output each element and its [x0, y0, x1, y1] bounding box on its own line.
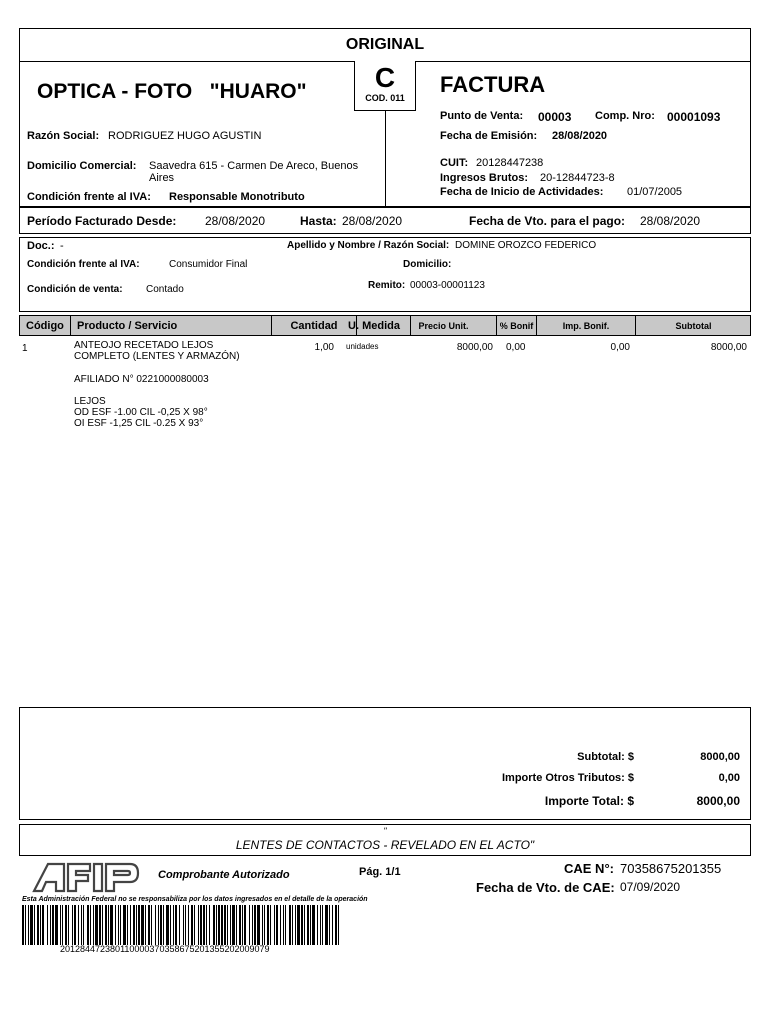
row-producto-line: LEJOS	[74, 396, 106, 407]
cae-label: CAE N°:	[564, 861, 614, 876]
totals-box	[19, 707, 751, 820]
col-bonif-pct: % Bonif	[497, 316, 537, 335]
periodo-desde-label: Período Facturado Desde:	[27, 214, 177, 228]
afip-disclaimer: Esta Administración Federal no se responsabiliza por los datos ingresados en el detalle de la operación	[22, 896, 368, 903]
col-producto: Producto / Servicio	[71, 316, 272, 335]
row-producto-line: OI ESF -1,25 CIL -0.25 X 93°	[74, 418, 204, 429]
subtotal-value: 8000,00	[700, 751, 740, 763]
vto-cae-value: 07/09/2020	[620, 880, 681, 894]
row-subtotal: 8000,00	[710, 342, 747, 353]
remito-label: Remito:	[368, 280, 406, 291]
otros-tributos-label: Importe Otros Tributos: $	[501, 772, 634, 784]
cond-venta-label: Condición de venta:	[27, 284, 123, 295]
document-type: FACTURA	[440, 72, 546, 97]
barcode	[22, 905, 340, 945]
domicilio-comercial-label: Domicilio Comercial:	[27, 160, 137, 172]
row-producto-line: AFILIADO N° 0221000080003	[74, 374, 209, 385]
cliente-domicilio-label: Domicilio:	[403, 259, 452, 270]
invoice-letter-box	[354, 61, 416, 111]
periodo-desde-value: 28/08/2020	[205, 214, 266, 228]
col-codigo: Código	[20, 316, 71, 335]
cuit-label: CUIT:	[440, 157, 469, 169]
cliente-cond-iva-label: Condición frente al IVA:	[27, 259, 140, 270]
invoice-letter: C	[374, 62, 396, 93]
row-bonif-pct: 0,00	[506, 342, 526, 353]
comp-nro-value: 00001093	[667, 110, 721, 124]
remito-value: 00003-00001123	[410, 280, 485, 291]
nombre-value: DOMINE OROZCO FEDERICO	[455, 240, 597, 251]
domicilio-comercial-line1: Saavedra 615 - Carmen De Areco, Buenos	[149, 160, 359, 172]
barcode-number: 20128447238011000037035867520135520200907​9	[60, 944, 270, 954]
items-table-header	[19, 315, 751, 336]
domicilio-comercial-line2: Aires	[149, 172, 175, 184]
fecha-emision-value: 28/08/2020	[552, 130, 608, 142]
cond-venta-value: Contado	[146, 284, 184, 295]
nombre-label: Apellido y Nombre / Razón Social:	[287, 240, 450, 251]
periodo-hasta-value: 28/08/2020	[342, 214, 403, 228]
invoice-code: COD. 011	[365, 93, 405, 103]
total-label: Importe Total: $	[544, 794, 634, 808]
barcode-bar	[339, 905, 340, 945]
razon-social-label: Razón Social:	[27, 130, 100, 142]
total-value: 8000,00	[696, 794, 740, 808]
row-imp-bonif: 0,00	[610, 342, 630, 353]
otros-tributos-value: 0,00	[718, 772, 740, 784]
note-text: LENTES DE CONTACTOS - REVELADO EN EL ACTO"	[235, 838, 535, 852]
afip-logo-icon	[30, 860, 142, 894]
row-producto-line: ANTEOJO RECETADO LEJOS	[74, 340, 214, 351]
inicio-actividades-value: 01/07/2005	[627, 186, 683, 198]
afip-logo	[30, 860, 142, 894]
header-vertical-divider	[385, 111, 386, 207]
comprobante-autorizado: Comprobante Autorizado	[158, 869, 290, 881]
vto-pago-value: 28/08/2020	[640, 214, 701, 228]
col-subtotal: Subtotal	[675, 320, 712, 331]
vto-pago-label: Fecha de Vto. para el pago:	[469, 214, 626, 228]
row-codigo: 1	[22, 343, 28, 354]
company-name: OPTICA - FOTO "HUARO"	[37, 80, 307, 103]
row-precio: 8000,00	[456, 342, 493, 353]
original-label: ORIGINAL	[345, 36, 425, 53]
ingresos-brutos-label: Ingresos Brutos:	[440, 172, 529, 184]
inicio-actividades-label: Fecha de Inicio de Actividades:	[440, 186, 604, 198]
doc-value: -	[60, 240, 64, 252]
punto-venta-label: Punto de Venta:	[440, 110, 524, 122]
ingresos-brutos-value: 20-12844723-8	[540, 172, 615, 184]
comp-nro-label: Comp. Nro:	[595, 110, 655, 122]
row-unidad: unidades	[346, 342, 379, 351]
col-precio: Precio Unit.	[391, 316, 497, 335]
row-producto-line: OD ESF -1.00 CIL -0,25 X 98°	[74, 407, 208, 418]
note-quote: "	[383, 826, 387, 836]
row-cantidad: 1,00	[314, 342, 334, 353]
subtotal-label: Subtotal: $	[577, 751, 634, 763]
punto-venta-value: 00003	[538, 110, 572, 124]
row-producto-line: COMPLETO (LENTES Y ARMAZÓN)	[74, 351, 240, 362]
cond-iva-label: Condición frente al IVA:	[27, 191, 151, 203]
fecha-emision-label: Fecha de Emisión:	[440, 130, 538, 142]
cae-value: 70358675201355	[620, 861, 722, 876]
cliente-cond-iva-value: Consumidor Final	[169, 259, 248, 270]
cuit-value: 20128447238	[476, 157, 544, 169]
col-imp-bonif: Imp. Bonif.	[537, 316, 636, 335]
col-unidad: U. Medida	[338, 316, 411, 335]
col-cantidad: Cantidad	[272, 316, 357, 335]
periodo-hasta-label: Hasta:	[300, 214, 337, 228]
cond-iva-value: Responsable Monotributo	[169, 191, 305, 203]
doc-label: Doc.:	[27, 240, 55, 252]
vto-cae-label: Fecha de Vto. de CAE:	[476, 880, 615, 895]
razon-social-value: RODRIGUEZ HUGO AGUSTIN	[108, 130, 262, 142]
pagina-label: Pág. 1/1	[359, 866, 401, 878]
